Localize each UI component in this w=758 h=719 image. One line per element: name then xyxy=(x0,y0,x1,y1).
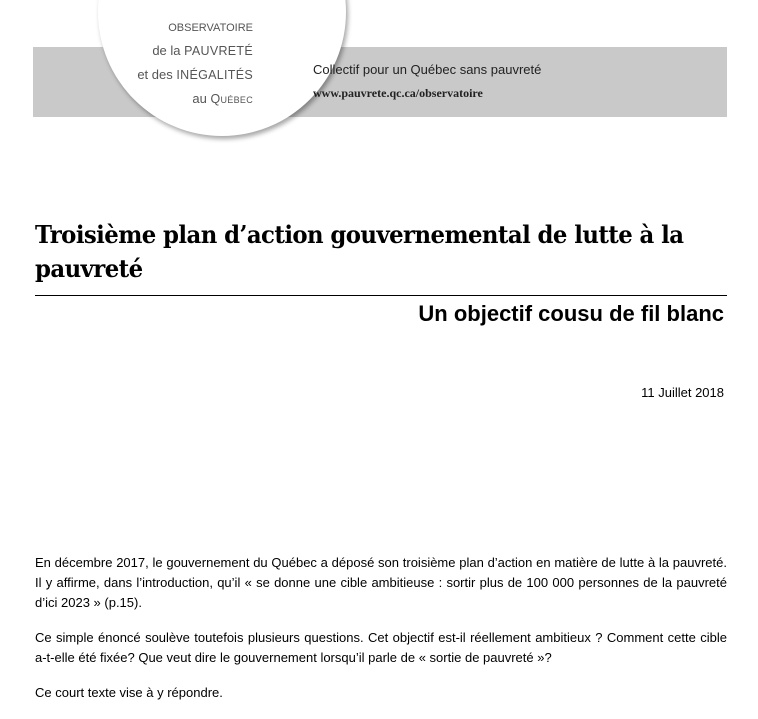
organization-name: Collectif pour un Québec sans pauvreté xyxy=(313,62,542,77)
title-divider xyxy=(35,295,727,296)
document-date: 11 Juillet 2018 xyxy=(641,385,724,400)
logo-line-4-prefix: au xyxy=(192,91,207,106)
logo-line-2-prefix: de la xyxy=(152,43,181,58)
document-subtitle: Un objectif cousu de fil blanc xyxy=(418,301,724,326)
logo-line-1: observatoire xyxy=(168,18,253,35)
document-title: Troisième plan d’action gouvernemental de lutte à la pauvreté xyxy=(35,220,684,283)
observatoire-logo xyxy=(137,15,253,111)
paragraph-2: Ce simple énoncé soulève toutefois plusieurs questions. Cet objectif est-il réellement ambitieux ? Comment cette cible a-t-elle été fixée? Que veut dire le gouvernement lorsqu’il parle de « sortie de pauvreté »? xyxy=(35,630,727,665)
paragraph-3: Ce court texte vise à y répondre. xyxy=(35,685,223,700)
paragraph-1: En décembre 2017, le gouvernement du Québec a déposé son troisième plan d’action en matière de lutte à la pauvreté. Il y affirme, dans l’introduction, qu’il « se donne une cible ambitieuse : sortir plus de 100 000 personnes de la pauvreté d’ici 2023 » (p.15). xyxy=(35,555,727,610)
logo-line-3-prefix: et des xyxy=(137,67,173,82)
logo-line-2-word: PAUVRETÉ xyxy=(184,44,253,58)
logo-line-3-word: INÉGALITÉS xyxy=(176,68,253,82)
logo-line-4-word: Québec xyxy=(210,92,253,106)
website-link[interactable]: www.pauvrete.qc.ca/observatoire xyxy=(313,86,483,100)
